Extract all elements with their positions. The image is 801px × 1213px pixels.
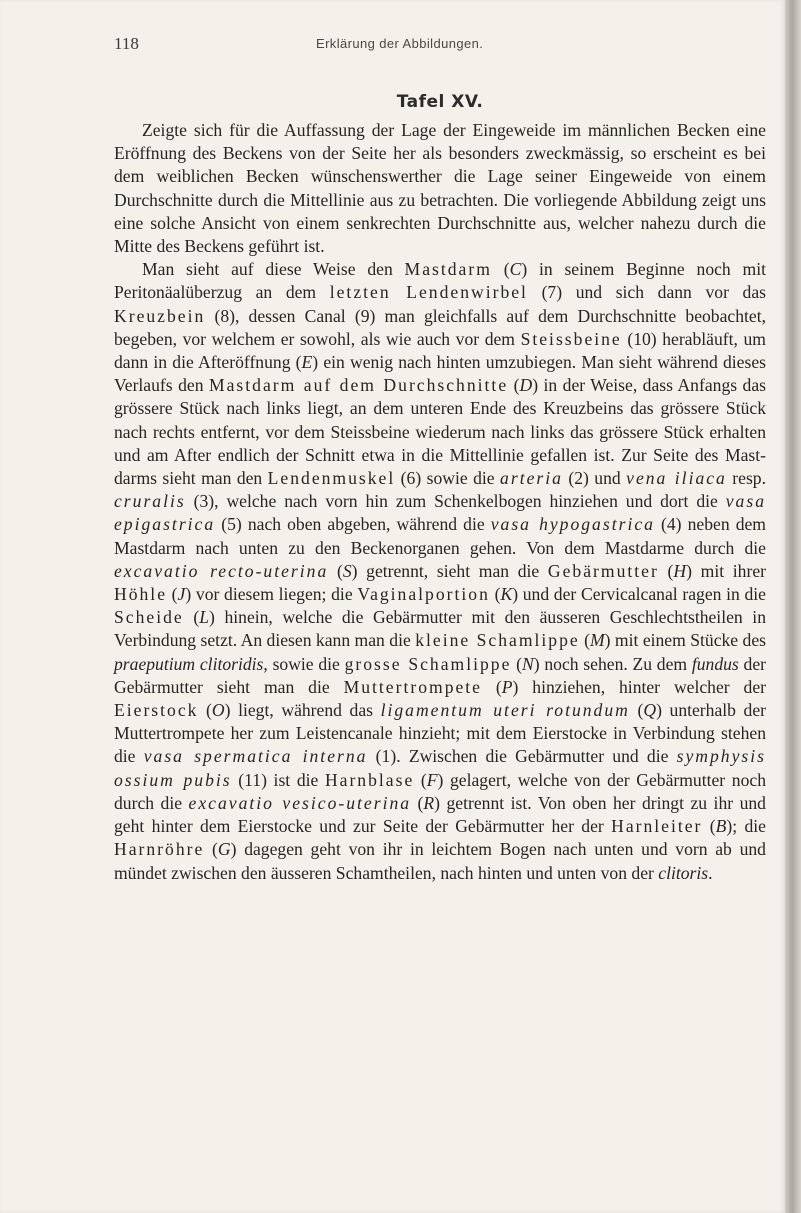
text-run: resp.	[726, 468, 767, 489]
text-run: (2) und	[562, 468, 627, 489]
spaced-term: Harnblase	[324, 769, 415, 790]
page-content	[114, 34, 766, 885]
page-number: 118	[114, 34, 139, 53]
spaced-term: Mastdarm auf dem Durchschnitte	[208, 375, 509, 396]
text-run: ) mit einem Stücke des	[604, 630, 766, 651]
text-run: ) ein wenig nach hinten umzubiegen. Man sieht während dieses Verlaufs den	[114, 352, 766, 396]
italic-spaced-term: ligamentum uteri rotundum	[380, 700, 630, 721]
text-run: Zeigte sich für die Auffassung der Lage der Eingeweide im männlichen Becken eine Eröffnung des Beckens von der Seite her als besonders zweckmässig, so erscheint es bei dem weiblichen Becken wünschenswerther die Lage seiner Eingeweide von einem Durchschnitte durch die Mittellinie aus zu betrachten. Die vorliegende Abbildung zeigt uns eine solche Ansicht von einem senkrechten Durchschnitte aus, welcher nahezu durch die Mitte des Beckens geführt ist.	[114, 120, 766, 257]
text-run: (	[508, 375, 520, 396]
italic-term: K	[500, 584, 513, 605]
text-run: ) gelagert, welche von der Gebärmutter noch durch die	[114, 769, 766, 813]
italic-spaced-term: symphysis ossium pubis	[114, 746, 766, 790]
text-run: ) unterhalb der Muttertrompete her zum Leistencanale hinzieht; mit dem Eierstocke in Verbindung stehen die	[114, 700, 767, 767]
italic-spaced-term: excavatio recto-uterina	[114, 560, 329, 581]
text-run: (	[183, 607, 200, 628]
running-title: Erklärung der Abbildungen.	[316, 36, 484, 51]
italic-spaced-term: vasa hypogastrica	[490, 514, 655, 535]
spaced-term: Gebärmutter	[547, 560, 659, 581]
italic-term: M	[589, 630, 605, 651]
text-run: ) getrennt, sieht man die	[351, 560, 548, 581]
text-run: ) getrennt ist. Von oben her dringt zu ihr und geht hinter dem Eierstocke und zur Seite der Gebärmutter her der	[114, 792, 766, 837]
text-run: (	[204, 839, 218, 860]
spaced-term: Kreuzbein	[114, 305, 206, 326]
spaced-term: kleine Schamlippe	[415, 630, 580, 651]
spaced-term: grosse Schamlippe	[344, 653, 512, 674]
text-run: ) in seinem Beginne noch mit Peritonäalüberzug an dem	[114, 259, 766, 303]
italic-term: C	[509, 259, 522, 280]
italic-term: praeputium clitoridis	[114, 653, 264, 674]
paragraph	[114, 119, 766, 258]
italic-spaced-term: cruralis	[114, 491, 186, 512]
text-run: (1). Zwischen die Gebärmutter und die	[367, 746, 677, 767]
text-run: (5) nach oben abgeben, während die	[215, 514, 491, 535]
text-run: (11) ist die	[231, 769, 325, 790]
spaced-term: Eierstock	[114, 700, 199, 721]
text-run: (3), welche nach vorn hin zum Schenkelbogen hinziehen und dort die	[185, 491, 726, 512]
spaced-term: letzten Lendenwirbel	[329, 282, 528, 303]
italic-spaced-term: excavatio vesico-uterina	[188, 792, 412, 813]
italic-term: clitoris	[658, 862, 709, 883]
text-run: (4) neben dem Mastdarm nach unten zu den Beckenorganen gehen. Von dem Mastdarme durch die	[114, 514, 766, 558]
italic-term: P	[501, 676, 513, 697]
spaced-term: Höhle	[114, 584, 167, 605]
italic-spaced-term: arteria	[500, 468, 563, 489]
spaced-term: Lendenmuskel	[267, 468, 396, 489]
text-run: ) dagegen geht von ihr in leichtem Bogen nach unten und vorn ab und mündet zwischen den äusseren Schamtheilen, nach hinten und unten von der	[114, 839, 766, 883]
text-run: (	[482, 676, 502, 697]
text-run: ) vor diesem liegen; die	[185, 584, 358, 605]
paragraph	[114, 258, 766, 884]
italic-spaced-term: vasa epigastrica	[114, 491, 766, 535]
spaced-term: Steissbeine	[520, 328, 622, 349]
italic-term: S	[342, 560, 352, 581]
spaced-term: Mastdarm	[404, 259, 492, 280]
italic-term: E	[301, 352, 313, 373]
text-run: (	[167, 584, 178, 605]
italic-term: Q	[643, 700, 657, 721]
text-run: Man sieht auf diese Weise den	[142, 259, 405, 280]
italic-term: H	[673, 560, 687, 581]
text-run: (	[579, 630, 590, 651]
italic-term: O	[211, 700, 225, 721]
text-run: (	[658, 560, 674, 581]
italic-term: J	[177, 584, 186, 605]
text-run: (	[629, 700, 644, 721]
text-run: .	[708, 862, 713, 883]
italic-term: N	[522, 653, 534, 674]
text-run: ); die	[726, 816, 766, 837]
italic-spaced-term: vena iliaca	[626, 468, 727, 489]
text-run: (	[414, 769, 427, 790]
text-run: ) noch sehen. Zu dem	[533, 653, 692, 674]
plate-title: Tafel XV.	[396, 92, 484, 112]
text-run: (	[328, 560, 343, 581]
text-run: (6) sowie die	[395, 468, 501, 489]
text-run: ) hinziehen, hinter welcher der	[512, 676, 767, 697]
text-run: (	[511, 653, 522, 674]
text-run: ) in der Weise, dass Anfangs das grössere Stück nach links liegt, an dem unteren Ende des Kreuzbeins das grössere Stück nach rechts entfernt, vor dem Steissbeine wiederum nach links das grössere Stück erhalten und am After endlich der Schnitt etwa in die Mittellinie gefallen ist. Zur Seite des Mastdarms sieht man den	[114, 375, 766, 489]
text-run: (	[411, 792, 424, 813]
text-run: (	[491, 259, 510, 280]
text-run: ) und der Cervicalcanal ragen in die	[512, 584, 766, 605]
text-run: , sowie die	[263, 653, 345, 674]
spaced-term: Scheide	[114, 607, 184, 628]
italic-term: B	[715, 816, 727, 837]
text-run: ) liegt, während das	[224, 700, 381, 721]
text-run: der Gebärmutter sieht man die	[114, 653, 766, 697]
spaced-term: Harnleiter	[611, 816, 703, 837]
running-head	[114, 34, 766, 58]
italic-term: F	[426, 769, 438, 790]
text-run: (	[489, 584, 501, 605]
spaced-term: Vaginalportion	[357, 584, 490, 605]
italic-term: R	[423, 792, 435, 813]
text-run: (	[198, 700, 212, 721]
italic-term: fundus	[691, 653, 739, 674]
page-edge-shadow	[785, 0, 801, 1213]
italic-term: L	[199, 607, 209, 628]
text-run: ) mit ihrer	[686, 560, 766, 581]
italic-term: G	[217, 839, 231, 860]
text-run: (	[702, 816, 716, 837]
text-run: (8), dessen Canal (9) man gleichfalls auf dem Durchschnitte beobachtet, begeben, vor welchem er sowohl, als wie auch vor dem	[114, 305, 766, 349]
text-run: ) hinein, welche die Gebärmutter mit den äusseren Geschlechtstheilen in Verbindung setzt. An diesen kann man die	[114, 607, 766, 651]
italic-spaced-term: vasa spermatica interna	[143, 746, 368, 767]
italic-term: D	[519, 375, 533, 396]
text-run: (7) und sich dann vor das	[527, 282, 766, 303]
spaced-term: Muttertrompete	[343, 676, 482, 697]
spaced-term: Harnröhre	[114, 839, 205, 860]
text-run: (10) herabläuft, um dann in die Afteröffnung (	[114, 328, 766, 373]
